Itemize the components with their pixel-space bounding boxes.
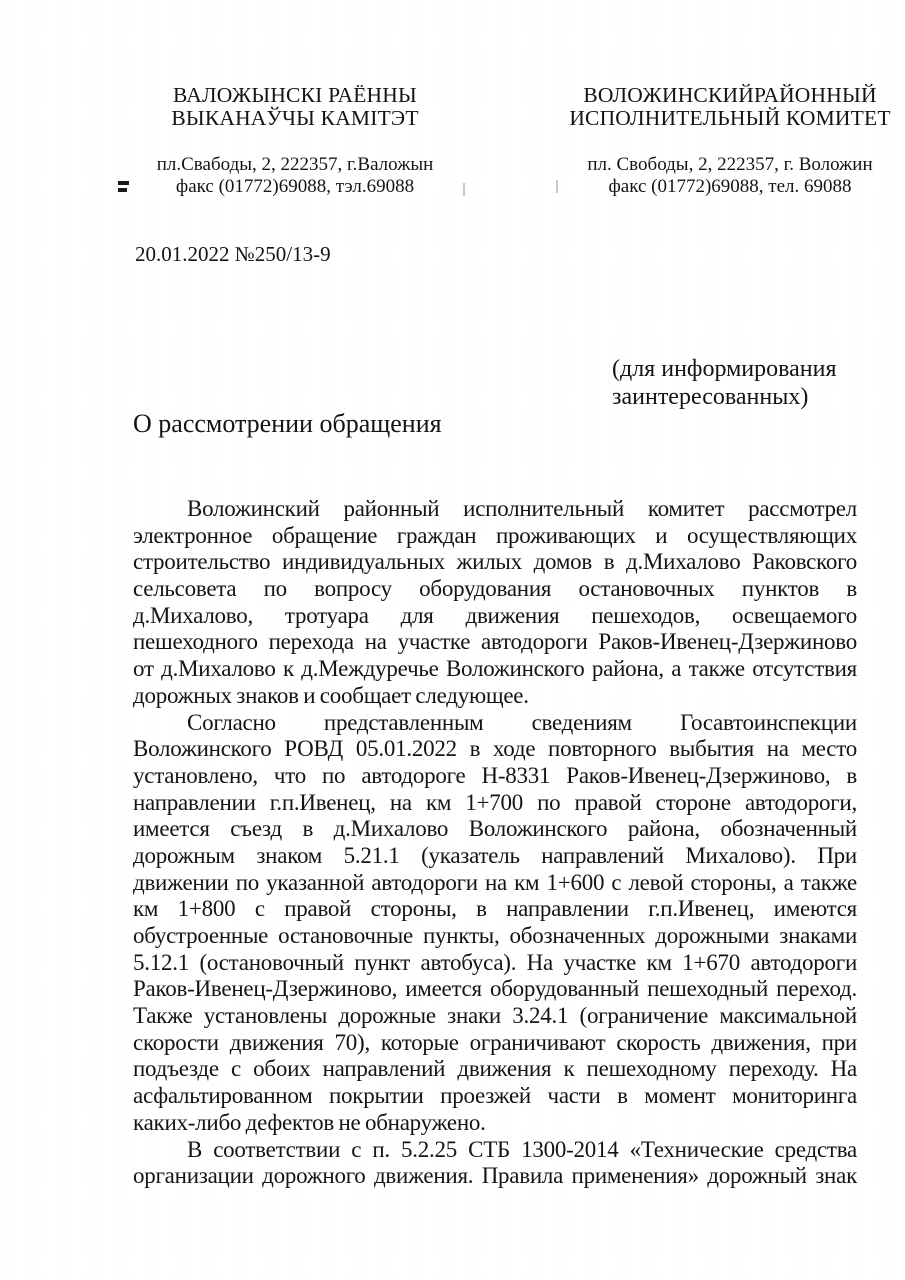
- recipient-note: [612, 356, 852, 411]
- body-line: 5.12.1 (остановочный пункт автобуса). На участке км 1+670 автодороги: [133, 949, 857, 975]
- org-title-russian: [565, 84, 895, 130]
- body-line: асфальтированном покрытии проезжей части в момент мониторинга: [133, 1083, 857, 1109]
- org-title-line: ВАЛОЖЫНСКІ РАЁННЫ: [173, 83, 417, 107]
- body-line: подъезде с обоих направлений движения к пешеходному переходу. На: [133, 1056, 857, 1082]
- body-line: строительство индивидуальных жилых домов в д.Михалово Раковского: [133, 549, 857, 575]
- body-line: организации дорожного движения. Правила применения» дорожный знак: [133, 1163, 857, 1189]
- body-line: имеется съезд в д.Михалово Воложинского района, обозначенный: [133, 816, 857, 842]
- body-line: В соответствии с п. 5.2.25 СТБ 1300-2014 «Технические средства: [187, 1136, 857, 1162]
- scan-artifact-tick: [463, 183, 465, 196]
- org-address-line: факс (01772)69088, тэл.69088: [175, 176, 415, 197]
- scan-mark-equals: [118, 181, 129, 192]
- letterhead-left: [130, 84, 460, 198]
- org-title-line: ВОЛОЖИНСКИЙРАЙОННЫЙ: [583, 83, 877, 107]
- body-line: скорости движения 70), которые ограничивают скорость движения, при: [133, 1029, 857, 1055]
- org-address-belarusian: [130, 154, 460, 198]
- body-line: от д.Михалово к д.Междуречье Воложинского района, а также отсутствия: [133, 656, 857, 682]
- body-line: установлено, что по автодороге Н-8331 Раков-Ивенец-Дзержиново, в: [133, 762, 857, 788]
- org-address-line: пл.Свабоды, 2, 222357, г.Валожын: [156, 154, 434, 175]
- body-line: электронное обращение граждан проживающих и осуществляющих: [133, 522, 857, 548]
- body-line: д.Михалово, тротуара для движения пешеходов, освещаемого: [133, 602, 857, 628]
- body-line: Также установлены дорожные знаки 3.24.1 (ограничение максимальной: [133, 1003, 857, 1029]
- body-line: движении по указанной автодороги на км 1+600 с левой стороны, а также: [133, 869, 857, 895]
- recipient-note-line: (для информирования: [612, 356, 837, 382]
- body-line: сельсовета по вопросу оборудования остановочных пунктов в: [133, 576, 857, 602]
- body-line: Согласно представленным сведениям Госавтоинспекции: [187, 709, 857, 735]
- org-title-belarusian: [130, 84, 460, 130]
- body-line: Раков-Ивенец-Дзержиново, имеется оборудованный пешеходный переход.: [133, 976, 857, 1002]
- reference-date-number: 20.01.2022 №250/13-9: [135, 242, 331, 266]
- org-address-line: факс (01772)69088, тел. 69088: [608, 176, 852, 197]
- body-line: Воложинского РОВД 05.01.2022 в ходе повторного выбытия на место: [133, 736, 857, 762]
- subject-line: О рассмотрении обращения: [133, 409, 442, 438]
- body-line: пешеходного перехода на участке автодороги Раков-Ивенец-Дзержиново: [133, 629, 857, 655]
- body-line: дорожных знаков и сообщает следующее.: [133, 682, 529, 708]
- org-title-line: ИСПОЛНИТЕЛЬНЫЙ КОМИТЕТ: [569, 106, 891, 130]
- body-line: Воложинский районный исполнительный комитет рассмотрел: [187, 496, 857, 521]
- recipient-note-line: заинтересованных): [612, 383, 809, 410]
- scan-artifact-tick: [556, 180, 558, 193]
- body-line: дорожным знаком 5.21.1 (указатель направлений Михалово). При: [133, 842, 857, 868]
- letterhead-right: [565, 84, 895, 198]
- body-line: каких-либо дефектов не обнаружено.: [133, 1109, 486, 1135]
- org-title-line: ВЫКАНАЎЧЫ КАМІТЭТ: [171, 106, 419, 130]
- org-address-russian: [565, 154, 895, 198]
- body-text: [133, 496, 857, 1190]
- body-line: обустроенные остановочные пункты, обозначенных дорожными знаками: [133, 923, 857, 948]
- org-address-line: пл. Свободы, 2, 222357, г. Воложин: [587, 154, 873, 175]
- body-line: км 1+800 с правой стороны, в направлении г.п.Ивенец, имеются: [133, 896, 857, 922]
- body-line: направлении г.п.Ивенец, на км 1+700 по правой стороне автодороги,: [133, 789, 857, 815]
